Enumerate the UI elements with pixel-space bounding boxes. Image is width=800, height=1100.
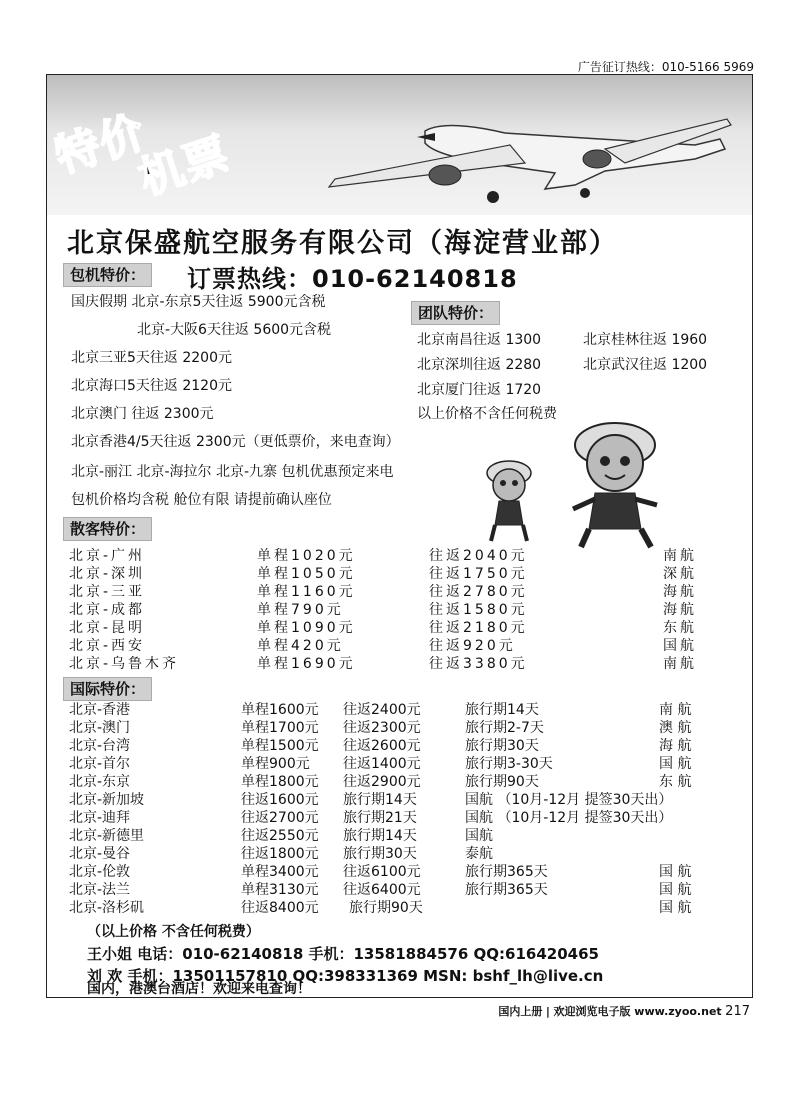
group-line: 以上价格不含任何税费 <box>417 406 557 422</box>
hero-title-2: 机票 <box>133 128 237 205</box>
monkey-mascot-small-icon <box>477 451 541 545</box>
group-line: 北京厦门往返 1720 <box>417 382 542 398</box>
ad-frame: 特价 机票 北京保盛航空服务有限公司（海淀营业部） 包机特价： 订票热线：010-62140818 国庆假期 北京-东京5天往返 5900元含税 北京-大阪6天往返 5600元含税 北京三亚5天往返 2200元 北京海口5天往返 2120元 北京澳门 往返 2300元 北京香港4/5天往返 2300元（更低票价，来电查询） 北京-丽江 北京-海拉尔 北京-九寨 包机优惠预定来电 包机价格均含税 舱位有限 请提前确认座位 团队特价： 北京南昌往返 1300 北京桂林往返 1960 北京深圳往返 2280 北京武汉往返 1200 北京厦门往返 1720 以上价格不含任何税费 散客特价： 北京-广州 单程1020元 往返2040元 南航 北京-深圳 单程1050元 往返1750元 深航 北京-三亚 单程1160元 往返2780元 海航 北京-成都 单程790元 往返1580元 海航 北京-昆明 单程1090元 往返2180元 东航 北京-西安 单程420元 往返920元 国航 北京-乌鲁木齐 单程1690元 往返3380元 南航 国际特价： 北京-香港 单程1600元 往返2400元 旅行期14天 南 航 北京-澳门 单程1700元 往返2300元 旅行期2-7天 澳 航 北京-台湾 单程1500元 往返2600元 旅行期30天 海 航 北京-首尔 单程900元 往返1400元 旅行期3-30天 国 航 北京-东京 单程1800元 往返2900元 旅行期90天 东 航 北京-新加坡 往返1600元 旅行期14天 国航 （10月-12月 提签30天出） 北京-迪拜 往返2700元 旅行期21天 国航 （10月-12月 提签30天出） 北京-新德里 往返2550元 旅行期14天 国航 北京-曼谷 往返1800元 旅行期30天 泰航 北京-伦敦 单程3400元 往返6100元 旅行期365天 国 航 北京-法兰 单程3130元 往返6400元 旅行期365天 国 航 北京-洛杉矶 往返8400元 旅行期90天 国 航 （以上价格 不含任何税费） 王小姐 电话：010-62140818 手机：13581884576 QQ:616420465 刘 欢 手机：13501157810 QQ:398331369 MSN: bshf_lh@live.cn 国内，港澳台酒店！欢迎来电查询！ <box>46 74 753 998</box>
airplane-icon <box>275 93 745 213</box>
company-name: 北京保盛航空服务有限公司（海淀营业部） <box>67 228 618 259</box>
hotel-slogan-text: 国内，港澳台酒店！欢迎来电查询！ <box>87 981 311 997</box>
charter-line: 北京海口5天往返 2120元 <box>71 378 232 394</box>
charter-line: 北京澳门 往返 2300元 <box>71 406 214 422</box>
charter-line: 北京-大阪6天往返 5600元含税 <box>137 322 332 338</box>
group-line: 北京深圳往返 2280 <box>417 357 542 373</box>
footer-section: 国内上册 <box>498 1005 543 1018</box>
page-number: 217 <box>725 1004 750 1019</box>
charter-line: 北京香港4/5天往返 2300元（更低票价，来电查询） <box>71 434 400 450</box>
banner <box>47 75 752 215</box>
footer-text: 欢迎浏览电子版 www.zyoo.net <box>553 1005 722 1018</box>
monkey-mascot-large-icon <box>561 411 669 551</box>
charter-line: 包机价格均含税 舱位有限 请提前确认座位 <box>71 492 332 508</box>
group-line: 北京武汉往返 1200 <box>583 357 708 373</box>
footer-separator: | <box>545 1005 550 1018</box>
charter-line: 国庆假期 北京-东京5天往返 5900元含税 <box>71 294 326 310</box>
tax-note: （以上价格 不含任何税费） <box>87 924 260 940</box>
charter-line: 北京三亚5天往返 2200元 <box>71 350 232 366</box>
ad-hotline: 广告征订热线：010-5166 5969 <box>577 60 754 74</box>
domestic-label: 散客特价： <box>63 517 152 541</box>
page-footer <box>498 1003 750 1019</box>
charter-label: 包机特价： <box>63 263 152 287</box>
booking-hotline: 订票热线：010-62140818 <box>187 265 518 293</box>
group-line: 北京南昌往返 1300 <box>417 332 542 348</box>
international-label: 国际特价： <box>63 677 152 701</box>
group-label: 团队特价： <box>411 301 500 325</box>
hero-title-1: 特价 <box>49 106 153 183</box>
charter-line: 北京-丽江 北京-海拉尔 北京-九寨 包机优惠预定来电 <box>71 464 394 480</box>
contact-wang: 王小姐 电话：010-62140818 手机：13581884576 QQ:616420465 <box>87 945 599 963</box>
group-line: 北京桂林往返 1960 <box>583 332 708 348</box>
contact-liu: 刘 欢 手机：13501157810 QQ:398331369 MSN: bshf_lh@live.cn <box>87 967 604 985</box>
